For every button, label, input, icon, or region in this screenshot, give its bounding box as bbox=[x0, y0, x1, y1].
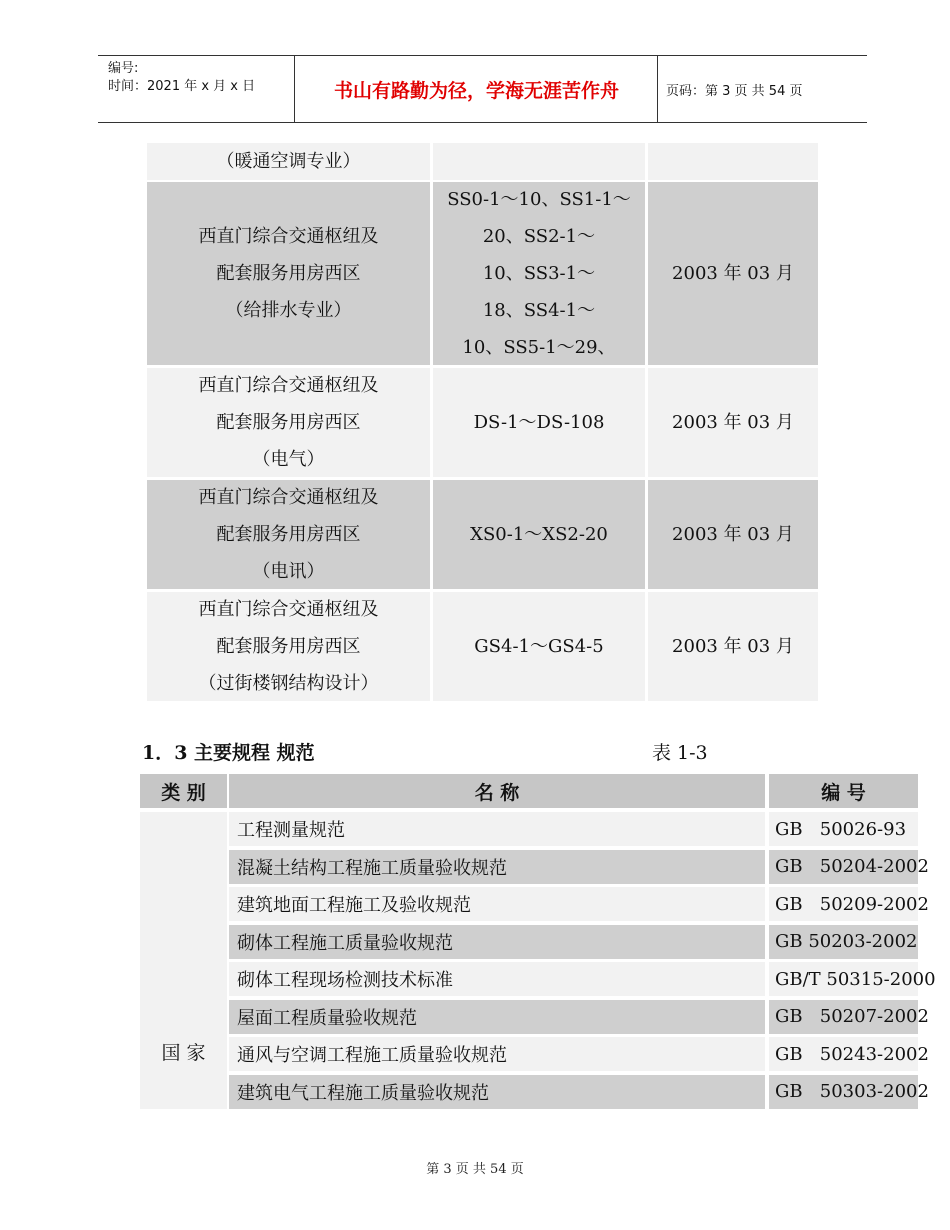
cell-text-line: 10、SS3-1～ bbox=[482, 263, 596, 284]
cell-text-line: 西直门综合交通枢纽及 bbox=[198, 375, 379, 396]
cell-text-line: SS0-1～10、SS1-1～ bbox=[447, 189, 631, 210]
doc-number-label: 编号: bbox=[108, 61, 139, 76]
drawing-code-cell bbox=[433, 368, 645, 477]
standard-code: GB 50026-93 bbox=[769, 812, 918, 846]
drawing-row bbox=[147, 143, 818, 180]
drawing-name-cell bbox=[147, 480, 430, 589]
cell-text-line: XS0-1～XS2-20 bbox=[470, 524, 608, 545]
section-title: 1．3 主要规程 规范 bbox=[142, 742, 315, 764]
cell-text-line: （给排水专业） bbox=[225, 300, 352, 321]
header-divider bbox=[657, 56, 658, 122]
header-divider bbox=[294, 56, 295, 122]
cell-text-line: 18、SS4-1～ bbox=[482, 300, 596, 321]
cell-text-line: 配套服务用房西区 bbox=[216, 412, 361, 433]
cell-text-line: 配套服务用房西区 bbox=[216, 263, 361, 284]
header-meta bbox=[108, 60, 255, 96]
standard-code: GB/T 50315-2000 bbox=[769, 962, 918, 996]
drawing-name-cell bbox=[147, 592, 430, 701]
category-cell: 国 家 bbox=[140, 812, 227, 1109]
cell-text-line: （电气） bbox=[252, 449, 325, 470]
drawing-row bbox=[147, 592, 818, 701]
header-code: 编 号 bbox=[769, 774, 918, 808]
standard-code: GB 50207-2002 bbox=[769, 1000, 918, 1034]
drawing-code-cell bbox=[433, 480, 645, 589]
cell-text-line: （暖通空调专业） bbox=[216, 151, 361, 172]
cell-text-line: 2003 年 03 月 bbox=[672, 412, 794, 433]
standard-code: GB 50204-2002 bbox=[769, 850, 918, 884]
cell-text-line: 配套服务用房西区 bbox=[216, 636, 361, 657]
cell-text-line: 2003 年 03 月 bbox=[672, 263, 794, 284]
drawing-date-cell bbox=[648, 143, 818, 180]
drawing-date-cell bbox=[648, 480, 818, 589]
standard-name: 屋面工程质量验收规范 bbox=[229, 1000, 765, 1034]
cell-text-line: 西直门综合交通枢纽及 bbox=[198, 487, 379, 508]
header-name: 名 称 bbox=[229, 774, 765, 808]
doc-time-label: 时间：2021 年 x 月 x 日 bbox=[108, 79, 256, 94]
header-motto: 书山有路勤为径，学海无涯苦作舟 bbox=[333, 79, 619, 102]
standard-name: 通风与空调工程施工质量验收规范 bbox=[229, 1037, 765, 1071]
cell-text-line: 2003 年 03 月 bbox=[672, 636, 794, 657]
standard-name: 砌体工程现场检测技术标准 bbox=[229, 962, 765, 996]
page-footer: 第 3 页 共 54 页 bbox=[426, 1162, 524, 1177]
standard-code: GB 50243-2002 bbox=[769, 1037, 918, 1071]
drawing-name-cell bbox=[147, 368, 430, 477]
drawing-row bbox=[147, 368, 818, 477]
drawing-code-cell bbox=[433, 592, 645, 701]
cell-text-line: 10、SS5-1～29、 bbox=[462, 337, 616, 358]
drawing-code-cell bbox=[433, 182, 645, 365]
page-header bbox=[98, 55, 867, 123]
standard-name: 建筑地面工程施工及验收规范 bbox=[229, 887, 765, 921]
drawing-code-cell bbox=[433, 143, 645, 180]
standard-name: 混凝土结构工程施工质量验收规范 bbox=[229, 850, 765, 884]
standard-code: GB 50209-2002 bbox=[769, 887, 918, 921]
drawing-date-cell bbox=[648, 368, 818, 477]
cell-text-line: （过街楼钢结构设计） bbox=[198, 673, 379, 694]
drawing-row bbox=[147, 182, 818, 365]
standard-code: GB 50203-2002 bbox=[769, 925, 918, 959]
table-number: 表 1-3 bbox=[652, 742, 708, 764]
cell-text-line: 配套服务用房西区 bbox=[216, 524, 361, 545]
standard-name: 建筑电气工程施工质量验收规范 bbox=[229, 1075, 765, 1109]
cell-text-line: GS4-1～GS4-5 bbox=[474, 636, 604, 657]
drawing-name-cell bbox=[147, 143, 430, 180]
cell-text-line: DS-1～DS-108 bbox=[473, 412, 605, 433]
cell-text-line: （电讯） bbox=[252, 561, 325, 582]
cell-text-line: 西直门综合交通枢纽及 bbox=[198, 226, 379, 247]
drawing-date-cell bbox=[648, 182, 818, 365]
drawing-name-cell bbox=[147, 182, 430, 365]
cell-text-line: 20、SS2-1～ bbox=[482, 226, 596, 247]
header-page-info: 页码：第 3 页 共 54 页 bbox=[666, 83, 803, 99]
drawing-date-cell bbox=[648, 592, 818, 701]
cell-text-line: 2003 年 03 月 bbox=[672, 524, 794, 545]
standard-name: 砌体工程施工质量验收规范 bbox=[229, 925, 765, 959]
drawing-row bbox=[147, 480, 818, 589]
standard-name: 工程测量规范 bbox=[229, 812, 765, 846]
header-category: 类 别 bbox=[140, 774, 227, 808]
standard-code: GB 50303-2002 bbox=[769, 1075, 918, 1109]
cell-text-line: 西直门综合交通枢纽及 bbox=[198, 599, 379, 620]
